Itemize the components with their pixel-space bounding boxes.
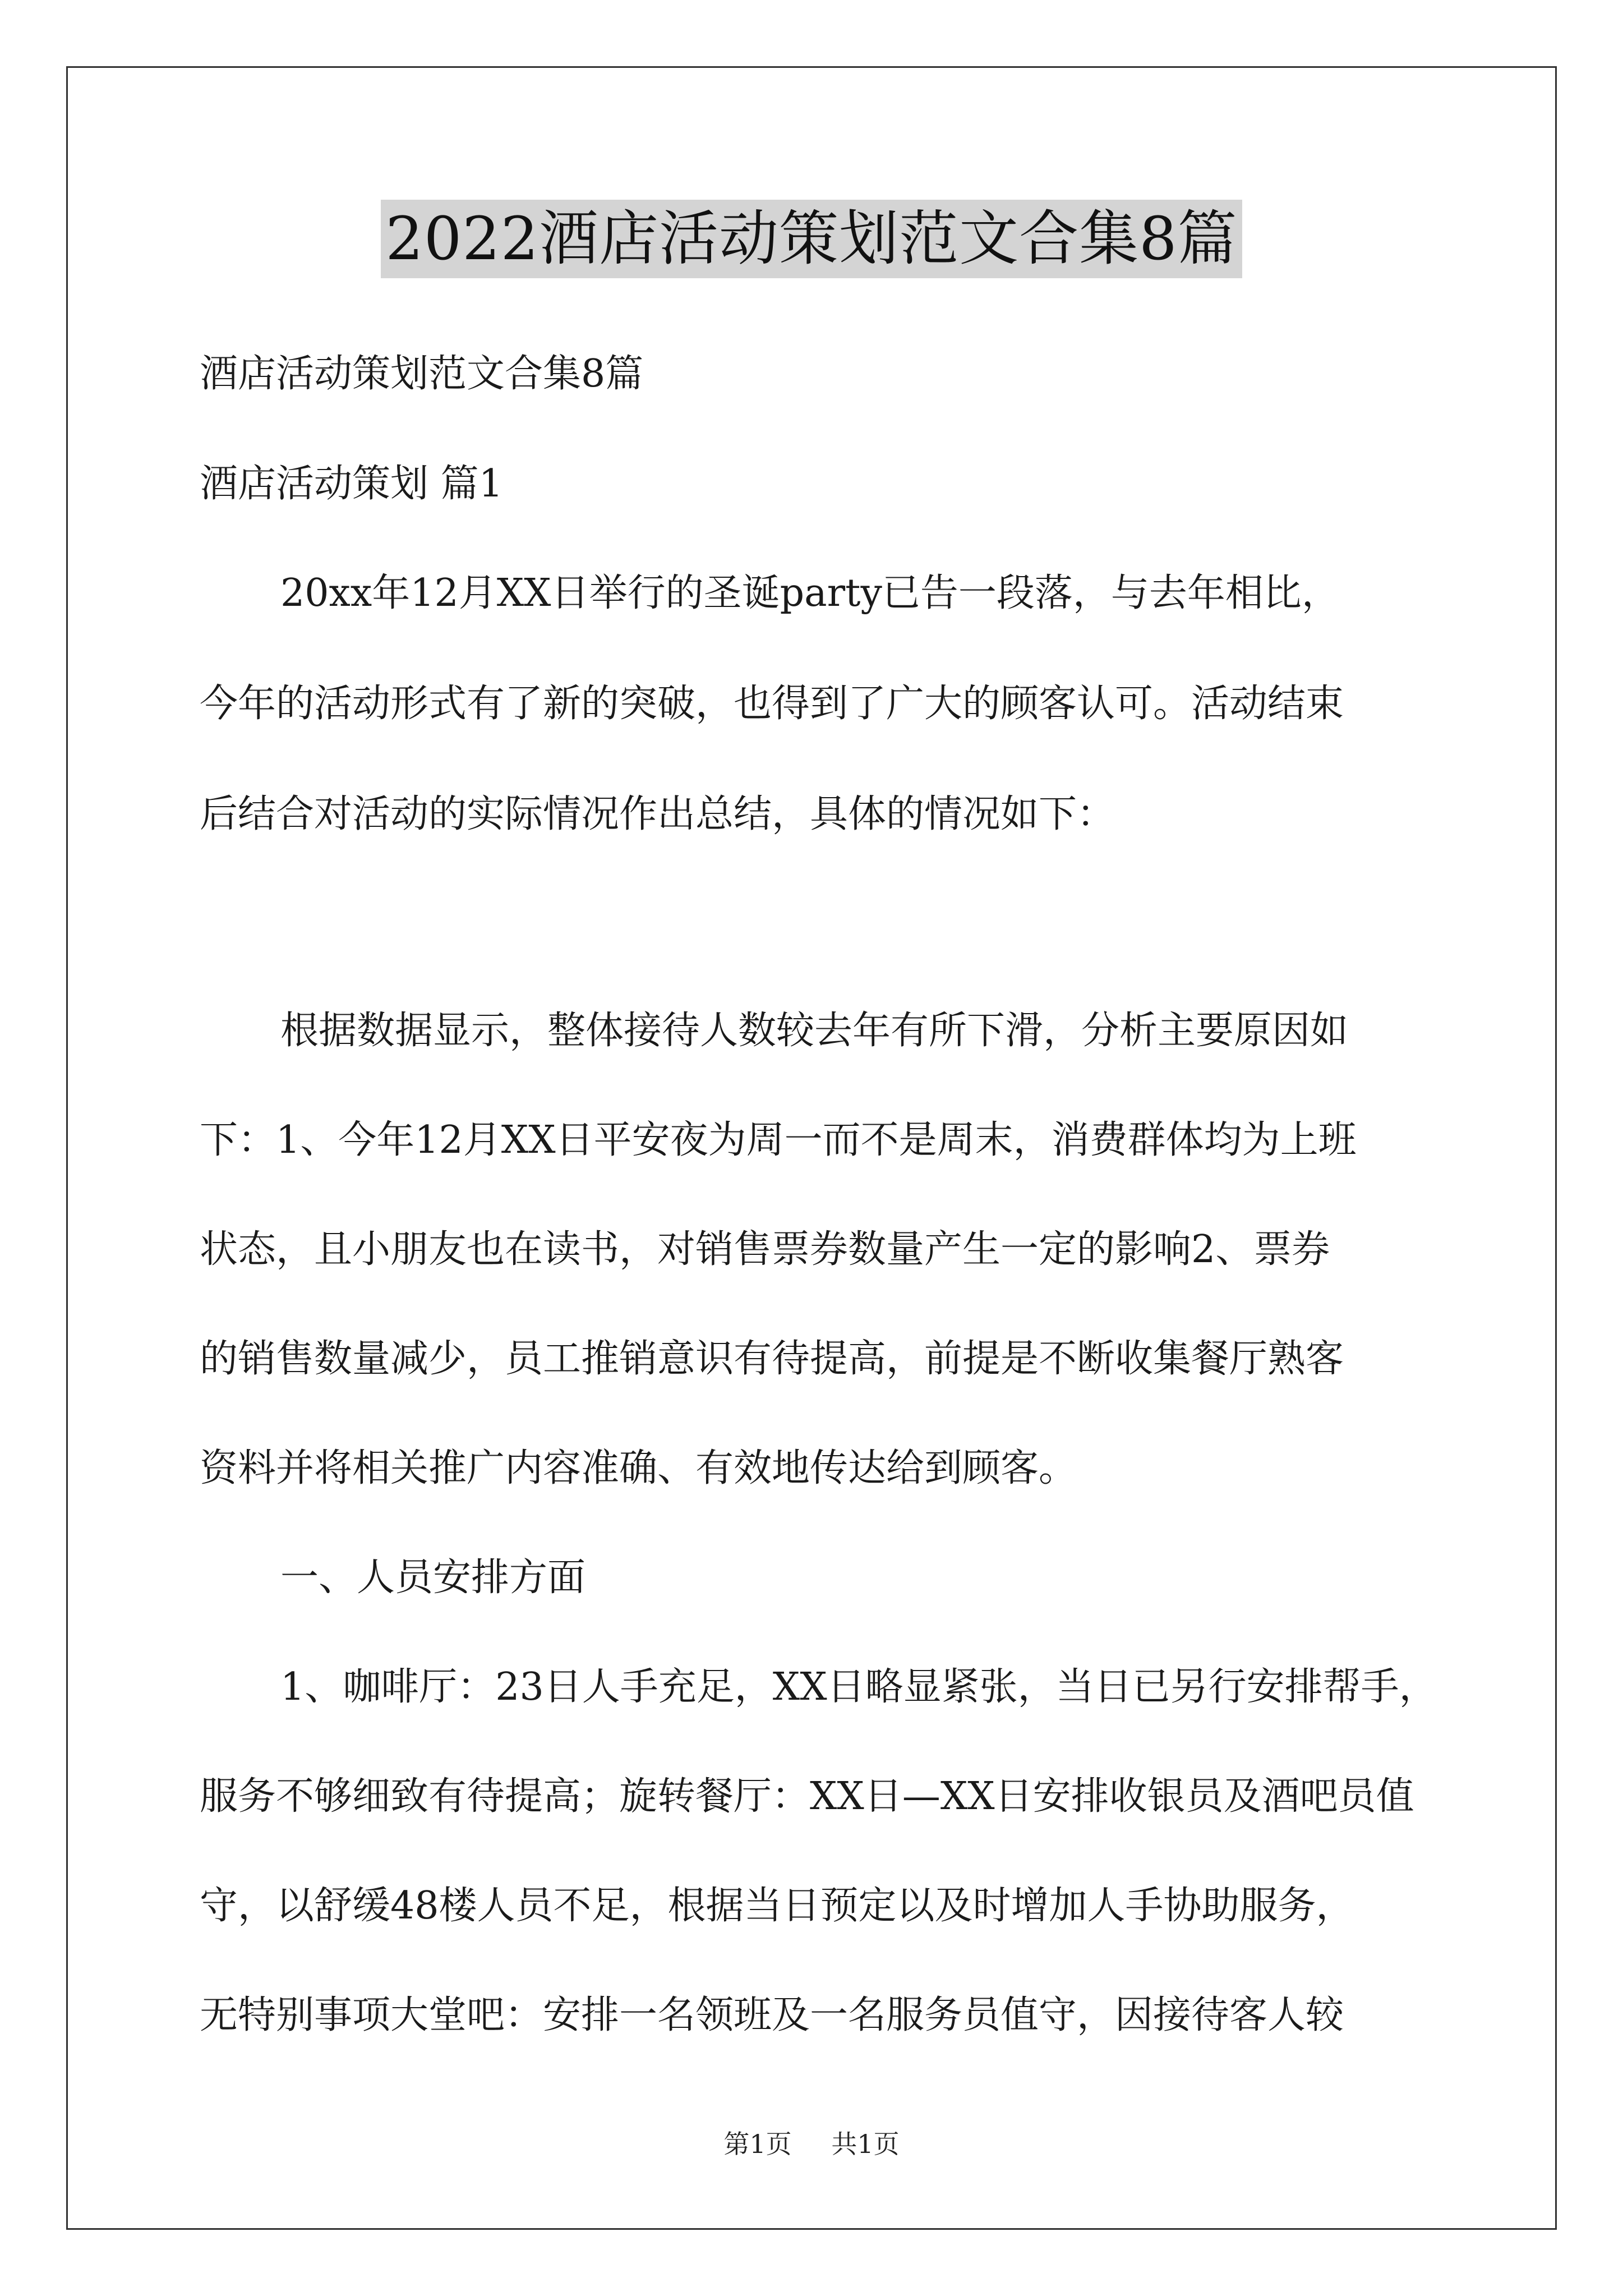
title-container [0, 200, 1623, 278]
subsection-heading: 一、人员安排方面 [280, 1556, 586, 1600]
page-total: 共1页 [831, 2129, 900, 2159]
page-number: 第1页 [723, 2129, 792, 2159]
paragraph-line: 资料并将相关推广内容准确、有效地传达给到顾客。 [200, 1446, 1077, 1490]
paragraph-line: 下：1、今年12月XX日平安夜为周一而不是周末，消费群体均为上班 [200, 1118, 1357, 1162]
page-footer [0, 2127, 1623, 2161]
paragraph-line: 1、咖啡厅：23日人手充足，XX日略显紧张，当日已另行安排帮手， [280, 1665, 1437, 1709]
paragraph-line: 20xx年12月XX日举行的圣诞party已告一段落，与去年相比， [280, 571, 1340, 615]
paragraph-line: 根据数据显示，整体接待人数较去年有所下滑，分析主要原因如 [280, 1009, 1349, 1053]
paragraph-line: 后结合对活动的实际情况作出总结，具体的情况如下： [200, 792, 1115, 836]
paragraph-line: 无特别事项大堂吧：安排一名领班及一名服务员值守，因接待客人较 [200, 1993, 1344, 2037]
paragraph-line: 服务不够细致有待提高；旋转餐厅：XX日—XX日安排收银员及酒吧员值 [200, 1774, 1414, 1819]
document-title: 2022酒店活动策划范文合集8篇 [381, 200, 1242, 278]
section-heading: 酒店活动策划 篇1 [200, 462, 503, 506]
subtitle-line: 酒店活动策划范文合集8篇 [200, 352, 644, 396]
paragraph-line: 的销售数量减少，员工推销意识有待提高，前提是不断收集餐厅熟客 [200, 1337, 1344, 1381]
paragraph-line: 状态，且小朋友也在读书，对销售票券数量产生一定的影响2、票券 [200, 1227, 1330, 1272]
paragraph-line: 今年的活动形式有了新的突破，也得到了广大的顾客认可。活动结束 [200, 682, 1344, 726]
paragraph-line: 守，以舒缓48楼人员不足，根据当日预定以及时增加人手协助服务， [200, 1884, 1354, 1928]
